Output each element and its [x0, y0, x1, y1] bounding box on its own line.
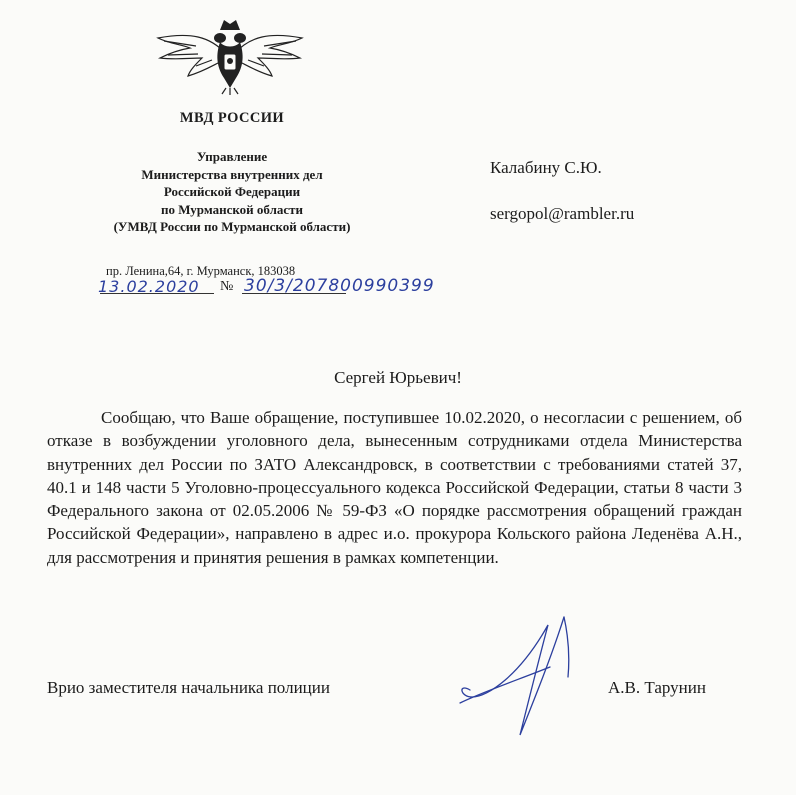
registration-number: 30/3/207800990399	[244, 276, 435, 296]
eagle-emblem-icon	[150, 14, 310, 96]
dept-line: Управление	[196, 149, 268, 164]
recipient-name: Калабину С.Ю.	[490, 158, 602, 177]
date-underline	[100, 293, 214, 294]
registration-date: 13.02.2020	[98, 277, 200, 296]
dept-line: Российской Федерации	[163, 184, 301, 200]
letter-body: Сообщаю, что Ваше обращение, поступившее 10.02.2020, о несогласии с решением, об отказе в возбуждении уголовного дела, вынесенным сотрудниками отдела Министерства внутренних дел России по ЗАТО Александровск, в соответствии с требованиями статей 37, 40.1 и 148 части 5 Уголовно-процессуального кодекса Российской Федерации, статьи 8 части 3 Федерального закона от 02.05.2006 № 59-ФЗ «О порядке рассмотрения обращений граждан Российской Федерации», направлено в адрес и.о. прокурора Кольского района Леденёва А.Н., для рассмотрения и принятия решения в рамках компетенции.	[47, 408, 742, 567]
handwritten-signature-icon	[440, 605, 620, 745]
department-block	[72, 148, 392, 236]
org-address: пр. Ленина,64, г. Мурманск, 183038	[106, 264, 296, 278]
number-underline	[242, 293, 346, 294]
dept-line: (УМВД России по Мурманской области)	[113, 219, 351, 235]
salutation: Сергей Юрьевич!	[334, 368, 462, 387]
recipient-email: sergopol@rambler.ru	[490, 204, 635, 223]
number-sign: №	[220, 279, 234, 294]
dept-line: Министерства внутренних дел	[141, 166, 323, 182]
signer-position: Врио заместителя начальника полиции	[47, 678, 330, 697]
signer-name: А.В. Тарунин	[608, 678, 706, 697]
dept-line: по Мурманской области	[160, 201, 304, 217]
org-name: МВД РОССИИ	[179, 110, 285, 126]
